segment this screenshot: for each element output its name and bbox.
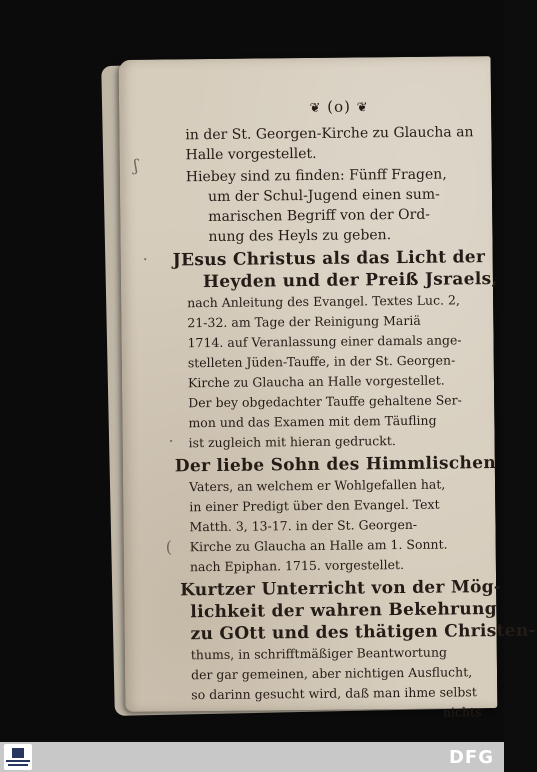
text-line: nach Epiphan. 1715. vorgestellet. — [189, 557, 405, 575]
text-line: in der St. Georgen-Kirche zu Glaucha an — [185, 124, 474, 144]
body-text — [172, 122, 536, 725]
pencil-mark: · — [168, 431, 174, 451]
text-line: Kirche zu Glaucha an Halle vorgestellet. — [187, 372, 445, 391]
dfg-logo: DFG — [448, 747, 494, 768]
text-line: Der bey obgedachter Tauffe gehaltene Ser- — [188, 392, 462, 411]
text-line: in einer Predigt über den Evangel. Text — [189, 496, 440, 515]
text-line: um der Schul-Jugend einen sum- — [207, 186, 440, 206]
text-line: der gar gemeinen, aber nichtigen Ausflucht, — [190, 664, 473, 683]
text-line: marischen Begriff von der Ord- — [208, 206, 431, 226]
text-line: Halle vorgestellet. — [185, 145, 317, 164]
text-line: Vaters, an welchem er Wohlgefallen hat, — [188, 476, 446, 495]
text-line: Hiebey sind zu finden: Fünff Fragen, — [185, 166, 447, 186]
entry-title: Der liebe Sohn des Himmlischen — [174, 453, 497, 477]
ornament-left-icon: ❦ — [309, 100, 322, 116]
book-page — [119, 56, 536, 720]
library-logo-icon — [4, 744, 32, 770]
text-line: thums, in schrifftmäßiger Beantwortung — [190, 644, 448, 663]
pencil-mark: ʃ — [133, 155, 139, 175]
text-line: 1714. auf Veranlassung einer damals ange- — [187, 332, 462, 351]
page-header — [269, 97, 409, 116]
viewer-footer-bar — [0, 742, 504, 772]
ornament-right-icon: ❦ — [356, 100, 369, 116]
entry-title: Heyden und der Preiß Jsraels, — [202, 269, 498, 293]
entry-title: lichkeit der wahren Bekehrung — [190, 599, 497, 623]
entry-title: Kurtzer Unterricht von der Mög- — [180, 576, 502, 601]
text-line: mon und das Examen mit dem Täufling — [188, 412, 437, 431]
entry-title: JEsus Christus als das Licht der — [172, 247, 486, 271]
page-marker: (o) — [327, 97, 352, 116]
pencil-mark: · — [142, 249, 148, 269]
text-line: ist zugleich mit hieran gedruckt. — [188, 433, 396, 451]
text-line: 21-32. am Tage der Reinigung Mariä — [187, 312, 421, 331]
entry-title: zu GOtt und des thätigen Christen- — [190, 620, 536, 645]
text-line: stelleten Jüden-Tauffe, in der St. Georgen- — [187, 352, 456, 371]
text-line: Matth. 3, 13-17. in der St. Georgen- — [189, 516, 418, 535]
pencil-mark: ( — [165, 537, 173, 557]
text-line: nach Anleitung des Evangel. Textes Luc. 2, — [187, 292, 460, 311]
text-line: so darinn gesucht wird, daß man ihme selbst — [191, 684, 477, 703]
text-line: nung des Heyls zu geben. — [208, 227, 392, 246]
text-line: Kirche zu Glaucha an Halle am 1. Sonnt. — [189, 536, 448, 555]
catchword: nichts — [442, 704, 482, 720]
